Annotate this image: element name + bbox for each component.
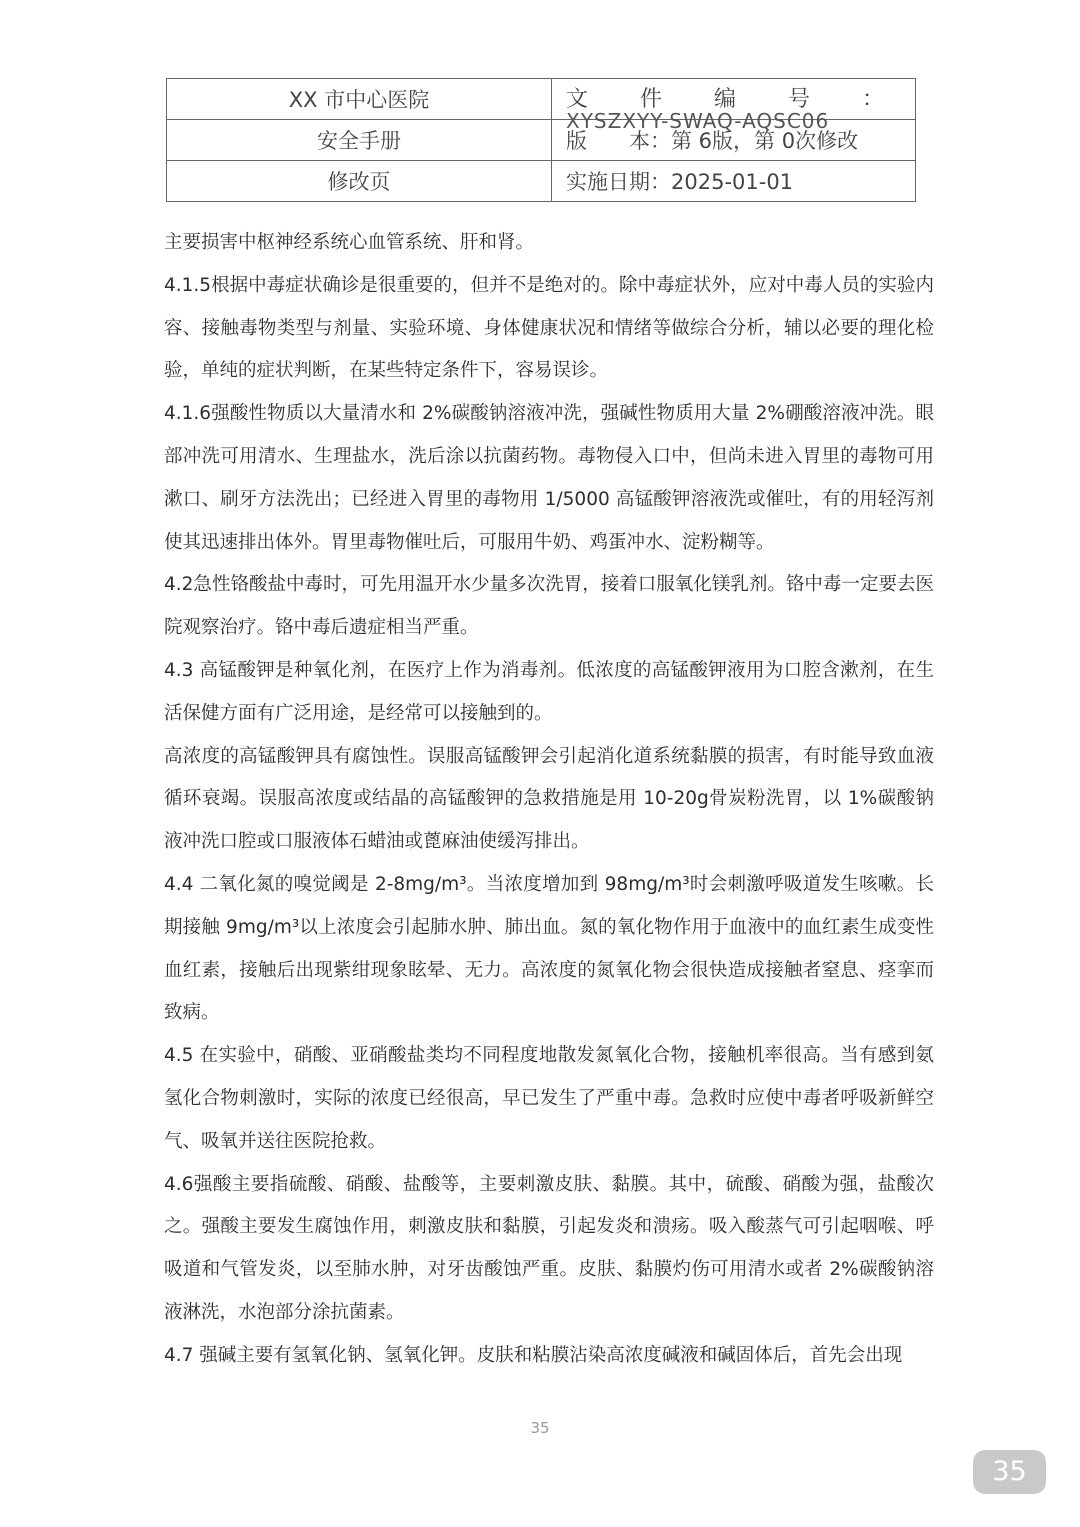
paragraph: 4.5 在实验中，硝酸、亚硝酸盐类均不同程度地散发氮氧化合物，接触机率很高。当有感到氨氢化合物刺激时，实际的浓度已经很高，早已发生了严重中毒。急救时应使中毒者呼吸新鲜空气、吸氧并送往医院抢救。 (164, 1045, 934, 1152)
paragraph: 4.1.6强酸性物质以大量清水和 2%碳酸钠溶液冲洗，强碱性物质用大量 2%硼酸溶液冲洗。眼部冲洗可用清水、生理盐水，洗后涂以抗菌药物。毒物侵入口中，但尚未进入胃里的毒物可用漱口、刷牙方法洗出；已经进入胃里的毒物用 1/5000 高锰酸钾溶液洗或催吐，有的用轻泻剂使其迅速排出体外。胃里毒物催吐后，可服用牛奶、鸡蛋冲水、淀粉糊等。 (164, 403, 934, 553)
document-number-cell (552, 79, 916, 133)
doc-no-char: 件 (639, 87, 662, 112)
manual-title: 安全手册 (167, 120, 552, 161)
doc-no-char: 编 (713, 87, 736, 112)
page-type: 修改页 (167, 161, 552, 202)
hospital-name: XX 市中心医院 (167, 79, 552, 120)
document-body (164, 222, 934, 1378)
paragraph: 4.7 强碱主要有氢氧化钠、氢氧化钾。皮肤和粘膜沾染高浓度碱液和碱固体后，首先会出现 (164, 1344, 903, 1366)
doc-no-char: 文 (566, 87, 589, 112)
paragraph: 4.2急性铬酸盐中毒时，可先用温开水少量多次洗胃，接着口服氧化镁乳剂。铬中毒一定要去医院观察治疗。铬中毒后遗症相当严重。 (164, 574, 934, 639)
version-info: 版 本：第 6版，第 0次修改 (552, 120, 916, 161)
paragraph: 4.6强酸主要指硫酸、硝酸、盐酸等，主要刺激皮肤、黏膜。其中，硫酸、硝酸为强，盐酸次之。强酸主要发生腐蚀作用，刺激皮肤和黏膜，引起发炎和溃疡。吸入酸蒸气可引起咽喉、呼吸道和气管发炎，以至肺水肿，对牙齿酸蚀严重。皮肤、黏膜灼伤可用清水或者 2%碳酸钠溶液淋洗，水泡部分涂抗菌素。 (164, 1173, 934, 1323)
page-number: 35 (530, 1419, 550, 1437)
doc-no-char: ： (861, 87, 884, 112)
paragraph: 4.4 二氧化氮的嗅觉阈是 2-8mg/m³。当浓度增加到 98mg/m³时会刺激呼吸道发生咳嗽。长期接触 9mg/m³以上浓度会引起肺水肿、肺出血。氮的氧化物作用于血液中的血红素生成变性血红素，接触后出现紫绀现象眩晕、无力。高浓度的氮氧化物会很快造成接触者窒息、痉挛而致病。 (164, 873, 934, 1024)
effective-date: 实施日期：2025-01-01 (552, 161, 916, 202)
document-number-value: XYSZXYY-SWAQ-AQSC06 (566, 109, 830, 133)
doc-no-char: 号 (787, 87, 810, 112)
paragraph: 4.1.5根据中毒症状确诊是很重要的，但并不是绝对的。除中毒症状外，应对中毒人员的实验内容、接触毒物类型与剂量、实验环境、身体健康状况和情绪等做综合分析，辅以必要的理化检验，单纯的症状判断，在某些特定条件下，容易误诊。 (164, 274, 934, 382)
paragraph: 4.3 高锰酸钾是种氧化剂，在医疗上作为消毒剂。低浓度的高锰酸钾液用为口腔含漱剂，在生活保健方面有广泛用途，是经常可以接触到的。 (164, 659, 934, 724)
document-header-table (166, 78, 916, 202)
page-indicator-badge[interactable]: 35 (973, 1450, 1046, 1494)
paragraph: 高浓度的高锰酸钾具有腐蚀性。误服高锰酸钾会引起消化道系统黏膜的损害，有时能导致血液循环衰竭。误服高浓度或结晶的高锰酸钾的急救措施是用 10-20g骨炭粉洗胃，以 1%碳酸钠液冲洗口腔或口服液体石蜡油或蓖麻油使缓泻排出。 (164, 745, 934, 853)
paragraph: 主要损害中枢神经系统心血管系统、肝和肾。 (164, 232, 535, 253)
